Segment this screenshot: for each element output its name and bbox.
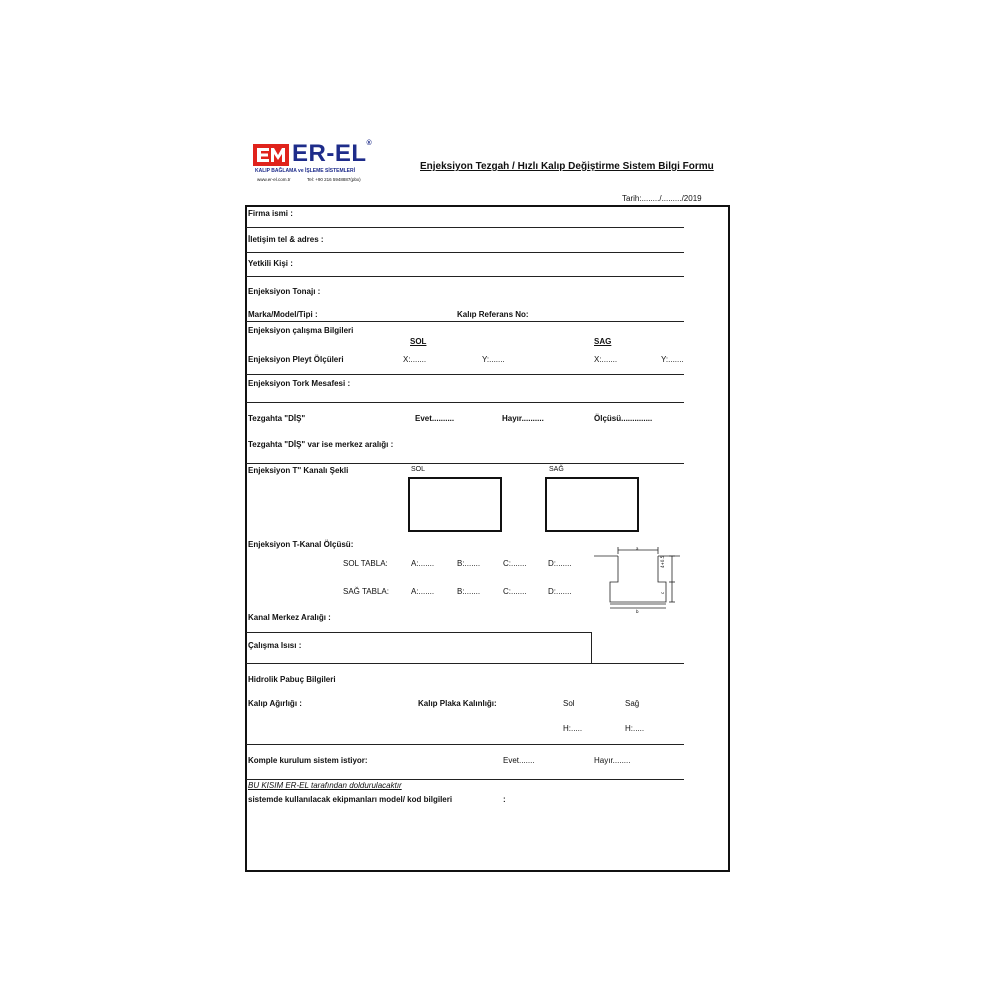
komple-hayir: Hayır........ <box>594 756 631 765</box>
rule <box>246 227 684 228</box>
dis-hayir: Hayır.......... <box>502 414 544 423</box>
ekipman-label: sistemde kullanılacak ekipmanları model/ kod bilgileri <box>248 795 453 804</box>
t-kanal-sol-box[interactable] <box>408 477 502 532</box>
rule <box>246 779 684 780</box>
tonaj-label: Enjeksiyon Tonajı : <box>248 287 321 296</box>
hidrolik-label: Hidrolik Pabuç Bilgileri <box>248 675 336 684</box>
pleyt-y-sol: Y:....... <box>482 355 505 364</box>
dis-label: Tezgahta "DİŞ" <box>248 414 306 423</box>
yetkili-label: Yetkili Kişi : <box>248 259 293 268</box>
plaka-sag-label: Sağ <box>625 699 640 708</box>
t-kanal-olcusu-label: Enjeksiyon T-Kanal Ölçüsü: <box>248 540 354 549</box>
rule <box>246 663 684 664</box>
brand-website: www.er-el.com.tr <box>257 177 291 182</box>
calisma-isisi-label: Çalışma Isısı : <box>248 641 302 650</box>
t-kanal-sag-box[interactable] <box>545 477 639 532</box>
dis-merkez-label: Tezgahta "DİŞ" var ise merkez aralığı : <box>248 440 394 449</box>
form-frame <box>245 205 730 872</box>
sol-tabla-a: A:....... <box>411 559 435 568</box>
plaka-sol-h: H:..... <box>563 724 583 733</box>
er-el-note: BU KISIM ER-EL tarafından doldurulacaktır <box>248 781 402 790</box>
sol-header: SOL <box>410 337 427 346</box>
diagram-h-label: 4+0.5 <box>660 555 665 568</box>
t-kanal-sol-label: SOL <box>411 466 426 473</box>
calisma-bilgileri-label: Enjeksiyon çalışma Bilgileri <box>248 326 354 335</box>
brand-tagline: KALIP BAĞLAMA ve İŞLEME SİSTEMLERİ <box>255 168 356 174</box>
plaka-sol-label: Sol <box>563 699 575 708</box>
rule <box>246 744 684 745</box>
plaka-kalinligi-label: Kalıp Plaka Kalınlığı: <box>418 699 497 708</box>
iletisim-label: İletişim tel & adres : <box>248 235 324 244</box>
rule <box>246 374 684 375</box>
sag-tabla-a: A:....... <box>411 587 435 596</box>
rule <box>246 321 684 322</box>
diagram-a-label: a <box>636 546 639 551</box>
pleyt-x-sag: X:....... <box>594 355 618 364</box>
komple-kurulum-label: Komple kurulum sistem istiyor: <box>248 756 368 765</box>
brand-name: ER-EL® <box>292 140 373 167</box>
sag-tabla-c: C:....... <box>503 587 527 596</box>
sol-tabla-d: D:....... <box>548 559 572 568</box>
plaka-sag-h: H:..... <box>625 724 645 733</box>
dis-olcusu: Ölçüsü.............. <box>594 414 653 423</box>
firma-label: Firma ismi : <box>248 209 293 218</box>
sag-tabla-label: SAĞ TABLA: <box>343 587 389 596</box>
date-field: Tarih:......../........./2019 <box>622 194 702 203</box>
ekipman-colon: : <box>503 795 506 804</box>
pleyt-x-sol: X:....... <box>403 355 427 364</box>
sag-header: SAG <box>594 337 612 346</box>
tork-label: Enjeksiyon Tork Mesafesi : <box>248 379 351 388</box>
dis-evet: Evet.......... <box>415 414 455 423</box>
pleyt-label: Enjeksiyon Pleyt Ölçüleri <box>248 355 344 364</box>
rule <box>246 402 684 403</box>
brand-phone: Tel: +90 216 5948887(pbx) <box>307 177 361 182</box>
diagram-c-label: c <box>660 591 665 594</box>
sag-tabla-b: B:....... <box>457 587 481 596</box>
diagram-b-label: b <box>636 609 639 614</box>
sol-tabla-label: SOL TABLA: <box>343 559 388 568</box>
kalip-referans-label: Kalıp Referans No: <box>457 310 529 319</box>
kanal-merkez-label: Kanal Merkez Aralığı : <box>248 613 331 622</box>
komple-evet: Evet....... <box>503 756 535 765</box>
rule <box>246 632 592 633</box>
sag-tabla-d: D:....... <box>548 587 572 596</box>
sol-tabla-c: C:....... <box>503 559 527 568</box>
t-kanal-sag-label: SAĞ <box>549 466 564 473</box>
pleyt-y-sag: Y:....... <box>661 355 684 364</box>
rule <box>591 632 592 663</box>
form-title: Enjeksiyon Tezgah / Hızlı Kalıp Değiştirme Sistem Bilgi Formu <box>420 161 714 172</box>
t-slot-diagram <box>592 544 684 616</box>
t-kanal-sekli-label: Enjeksiyon T'' Kanalı Şekli <box>248 466 349 475</box>
marka-label: Marka/Model/Tipi : <box>248 310 318 319</box>
rule <box>246 276 684 277</box>
kalip-agirligi-label: Kalıp Ağırlığı : <box>248 699 302 708</box>
er-el-logo-mark <box>253 144 289 166</box>
sol-tabla-b: B:....... <box>457 559 481 568</box>
rule <box>246 463 684 464</box>
rule <box>246 252 684 253</box>
